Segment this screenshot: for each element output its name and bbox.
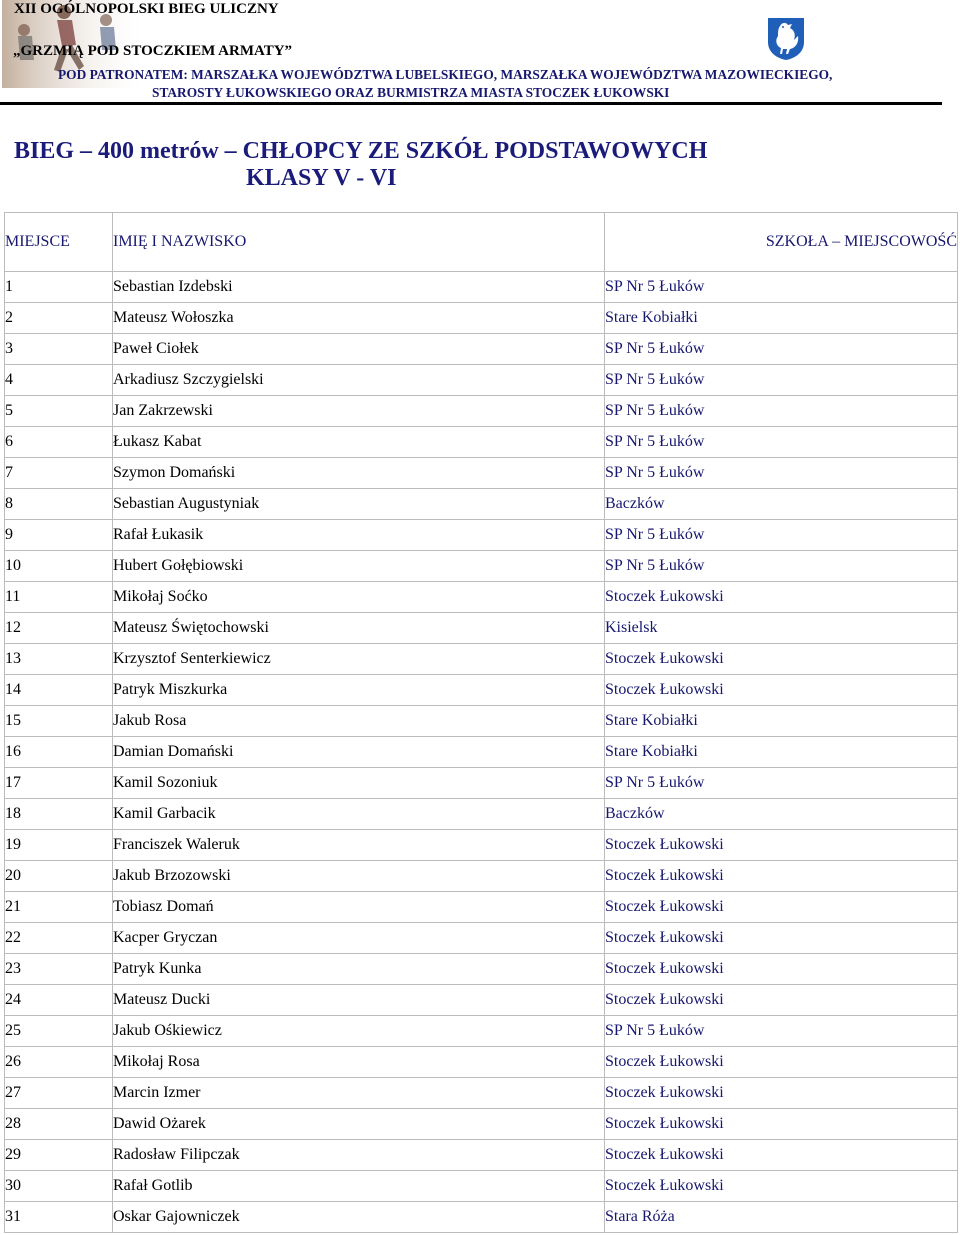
competitor-name-cell: Mikołaj Rosa: [113, 1047, 605, 1078]
competitor-name-cell: Patryk Kunka: [113, 954, 605, 985]
table-row: [5, 334, 958, 365]
school-cell: SP Nr 5 Łuków: [605, 365, 958, 396]
school-cell: Kisielsk: [605, 613, 958, 644]
school-cell: Baczków: [605, 799, 958, 830]
school-cell: Stoczek Łukowski: [605, 1109, 958, 1140]
competitor-name-cell: Marcin Izmer: [113, 1078, 605, 1109]
results-body: [5, 272, 958, 1233]
school-cell: SP Nr 5 Łuków: [605, 551, 958, 582]
place-cell: 9: [5, 520, 113, 551]
column-header-name: IMIĘ I NAZWISKO: [113, 213, 605, 272]
table-header-row: [5, 213, 958, 272]
column-header-place: MIEJSCE: [5, 213, 113, 272]
competitor-name-cell: Oskar Gajowniczek: [113, 1202, 605, 1233]
table-row: [5, 768, 958, 799]
patronage-line-2: STAROSTY ŁUKOWSKIEGO ORAZ BURMISTRZA MIASTA STOCZEK ŁUKOWSKI: [152, 84, 670, 100]
competitor-name-cell: Jan Zakrzewski: [113, 396, 605, 427]
place-cell: 20: [5, 861, 113, 892]
table-row: [5, 489, 958, 520]
table-row: [5, 1109, 958, 1140]
table-row: [5, 520, 958, 551]
table-row: [5, 1171, 958, 1202]
place-cell: 11: [5, 582, 113, 613]
patronage-line-1: POD PATRONATEM: MARSZAŁKA WOJEWÓDZTWA LUBELSKIEGO, MARSZAŁKA WOJEWÓDZTWA MAZOWIECKIEGO,: [58, 67, 833, 82]
table-row: [5, 830, 958, 861]
school-cell: SP Nr 5 Łuków: [605, 334, 958, 365]
place-cell: 3: [5, 334, 113, 365]
table-row: [5, 737, 958, 768]
event-name: „GRZMIĄ POD STOCZKIEM ARMATY”: [13, 43, 293, 59]
school-cell: Stara Róża: [605, 1202, 958, 1233]
school-cell: Stare Kobiałki: [605, 303, 958, 334]
table-row: [5, 427, 958, 458]
place-cell: 10: [5, 551, 113, 582]
place-cell: 14: [5, 675, 113, 706]
place-cell: 13: [5, 644, 113, 675]
place-cell: 28: [5, 1109, 113, 1140]
school-cell: Stoczek Łukowski: [605, 675, 958, 706]
event-edition: XII OGÓLNOPOLSKI BIEG ULICZNY: [14, 1, 279, 17]
school-cell: SP Nr 5 Łuków: [605, 427, 958, 458]
place-cell: 5: [5, 396, 113, 427]
school-cell: SP Nr 5 Łuków: [605, 768, 958, 799]
table-row: [5, 365, 958, 396]
place-cell: 29: [5, 1140, 113, 1171]
page-title: BIEG – 400 metrów – CHŁOPCY ZE SZKÓŁ PODSTAWOWYCH: [14, 138, 708, 164]
competitor-name-cell: Tobiasz Domań: [113, 892, 605, 923]
table-row: [5, 458, 958, 489]
competitor-name-cell: Mateusz Wołoszka: [113, 303, 605, 334]
table-row: [5, 303, 958, 334]
competitor-name-cell: Mikołaj Soćko: [113, 582, 605, 613]
competitor-name-cell: Mateusz Ducki: [113, 985, 605, 1016]
table-row: [5, 1202, 958, 1233]
school-cell: SP Nr 5 Łuków: [605, 396, 958, 427]
place-cell: 6: [5, 427, 113, 458]
competitor-name-cell: Patryk Miszkurka: [113, 675, 605, 706]
competitor-name-cell: Mateusz Świętochowski: [113, 613, 605, 644]
school-cell: Stoczek Łukowski: [605, 1047, 958, 1078]
place-cell: 21: [5, 892, 113, 923]
school-cell: Stare Kobiałki: [605, 706, 958, 737]
table-row: [5, 675, 958, 706]
school-cell: Stoczek Łukowski: [605, 1171, 958, 1202]
place-cell: 30: [5, 1171, 113, 1202]
place-cell: 17: [5, 768, 113, 799]
school-cell: SP Nr 5 Łuków: [605, 458, 958, 489]
place-cell: 24: [5, 985, 113, 1016]
table-row: [5, 861, 958, 892]
table-row: [5, 1016, 958, 1047]
table-row: [5, 923, 958, 954]
place-cell: 19: [5, 830, 113, 861]
competitor-name-cell: Jakub Brzozowski: [113, 861, 605, 892]
place-cell: 27: [5, 1078, 113, 1109]
place-cell: 18: [5, 799, 113, 830]
school-cell: Stoczek Łukowski: [605, 1140, 958, 1171]
school-cell: Stoczek Łukowski: [605, 923, 958, 954]
school-cell: Stoczek Łukowski: [605, 954, 958, 985]
competitor-name-cell: Rafał Łukasik: [113, 520, 605, 551]
school-cell: Stoczek Łukowski: [605, 985, 958, 1016]
competitor-name-cell: Kamil Sozoniuk: [113, 768, 605, 799]
column-header-school: SZKOŁA – MIEJSCOWOŚĆ: [605, 213, 958, 272]
table-row: [5, 706, 958, 737]
competitor-name-cell: Radosław Filipczak: [113, 1140, 605, 1171]
school-cell: SP Nr 5 Łuków: [605, 520, 958, 551]
school-cell: Stoczek Łukowski: [605, 644, 958, 675]
school-cell: Stare Kobiałki: [605, 737, 958, 768]
rooster-coat-of-arms-icon: [766, 16, 806, 61]
place-cell: 4: [5, 365, 113, 396]
place-cell: 22: [5, 923, 113, 954]
table-row: [5, 985, 958, 1016]
competitor-name-cell: Łukasz Kabat: [113, 427, 605, 458]
school-cell: Stoczek Łukowski: [605, 861, 958, 892]
competitor-name-cell: Arkadiusz Szczygielski: [113, 365, 605, 396]
place-cell: 16: [5, 737, 113, 768]
table-row: [5, 396, 958, 427]
competitor-name-cell: Kacper Gryczan: [113, 923, 605, 954]
results-table: [4, 212, 958, 1233]
competitor-name-cell: Krzysztof Senterkiewicz: [113, 644, 605, 675]
page-subtitle: KLASY V - VI: [246, 165, 397, 191]
school-cell: Baczków: [605, 489, 958, 520]
table-row: [5, 1047, 958, 1078]
school-cell: Stoczek Łukowski: [605, 830, 958, 861]
place-cell: 2: [5, 303, 113, 334]
place-cell: 23: [5, 954, 113, 985]
competitor-name-cell: Jakub Rosa: [113, 706, 605, 737]
place-cell: 12: [5, 613, 113, 644]
table-row: [5, 582, 958, 613]
school-cell: Stoczek Łukowski: [605, 892, 958, 923]
school-cell: SP Nr 5 Łuków: [605, 272, 958, 303]
competitor-name-cell: Szymon Domański: [113, 458, 605, 489]
place-cell: 15: [5, 706, 113, 737]
table-row: [5, 1078, 958, 1109]
header-divider: [0, 102, 942, 105]
table-row: [5, 1140, 958, 1171]
table-row: [5, 272, 958, 303]
place-cell: 7: [5, 458, 113, 489]
page-header: [0, 0, 960, 108]
place-cell: 8: [5, 489, 113, 520]
competitor-name-cell: Paweł Ciołek: [113, 334, 605, 365]
table-row: [5, 892, 958, 923]
competitor-name-cell: Rafał Gotlib: [113, 1171, 605, 1202]
competitor-name-cell: Sebastian Augustyniak: [113, 489, 605, 520]
table-row: [5, 551, 958, 582]
place-cell: 26: [5, 1047, 113, 1078]
competitor-name-cell: Sebastian Izdebski: [113, 272, 605, 303]
competitor-name-cell: Damian Domański: [113, 737, 605, 768]
table-row: [5, 644, 958, 675]
table-row: [5, 954, 958, 985]
place-cell: 1: [5, 272, 113, 303]
competitor-name-cell: Franciszek Waleruk: [113, 830, 605, 861]
competitor-name-cell: Jakub Ośkiewicz: [113, 1016, 605, 1047]
school-cell: SP Nr 5 Łuków: [605, 1016, 958, 1047]
school-cell: Stoczek Łukowski: [605, 1078, 958, 1109]
place-cell: 25: [5, 1016, 113, 1047]
school-cell: Stoczek Łukowski: [605, 582, 958, 613]
place-cell: 31: [5, 1202, 113, 1233]
competitor-name-cell: Kamil Garbacik: [113, 799, 605, 830]
competitor-name-cell: Dawid Ożarek: [113, 1109, 605, 1140]
patronage-text: [58, 66, 938, 101]
table-row: [5, 613, 958, 644]
competitor-name-cell: Hubert Gołębiowski: [113, 551, 605, 582]
table-row: [5, 799, 958, 830]
